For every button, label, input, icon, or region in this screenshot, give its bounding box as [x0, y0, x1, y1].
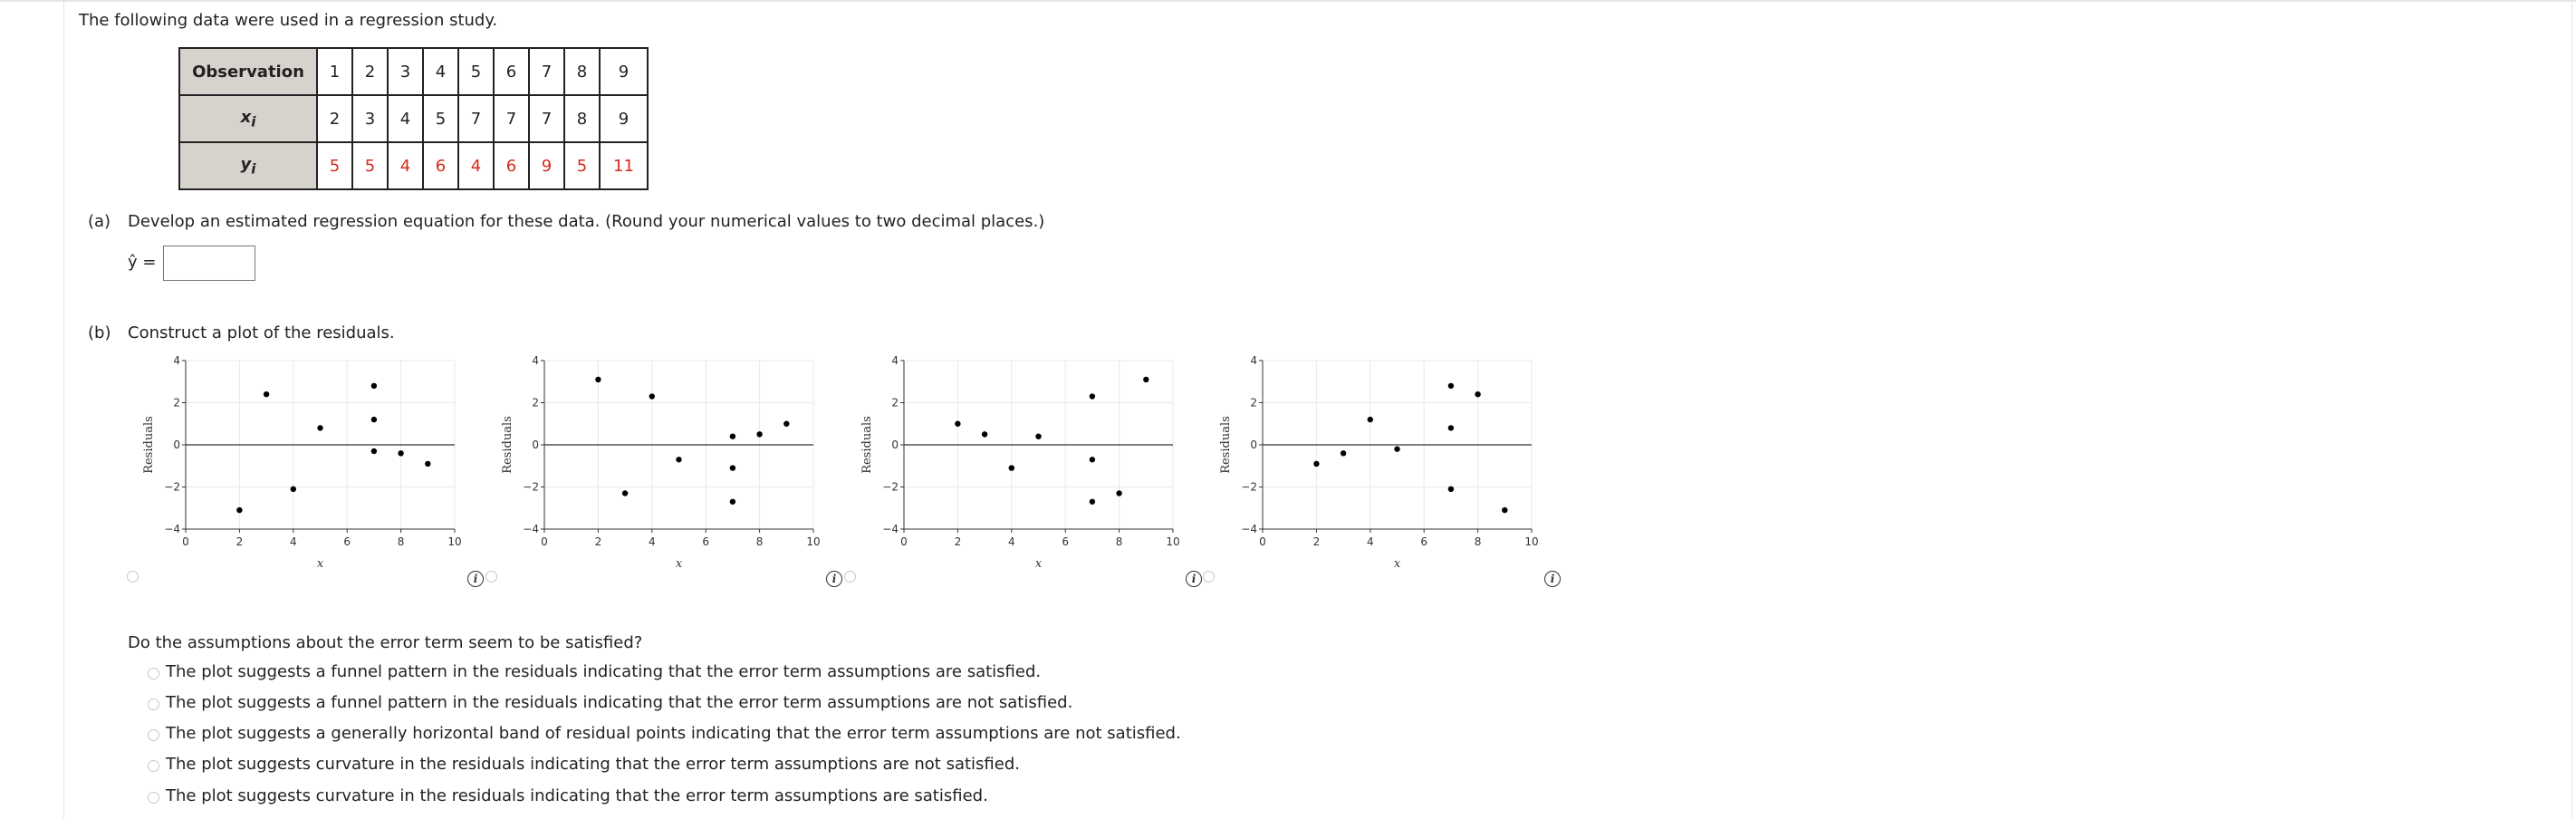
y-tick-label: 2 [891, 396, 899, 410]
residual-point [982, 431, 987, 437]
y-tick-label: −2 [164, 480, 180, 494]
x-axis-label: x [1034, 557, 1043, 571]
x-tick-label: 2 [594, 535, 602, 548]
intro-text: The following data were used in a regression study. [79, 11, 498, 30]
option-2-radio[interactable] [148, 699, 159, 710]
x-tick-label: 8 [397, 535, 405, 548]
assumption-question: Do the assumptions about the error term seem to be satisfied? [128, 633, 643, 652]
option-1-radio[interactable] [148, 668, 159, 679]
observation-cell: 8 [564, 48, 600, 95]
y-axis-label: Residuals [1219, 416, 1233, 474]
x-cell: 7 [458, 95, 494, 142]
plot-1-info-icon[interactable]: i [467, 571, 484, 587]
x-cell: 7 [494, 95, 529, 142]
y-cell: 5 [317, 142, 352, 189]
residual-point [1143, 377, 1149, 382]
observation-cell: 5 [458, 48, 494, 95]
residual-point [425, 461, 430, 467]
y-tick-label: −4 [164, 523, 180, 535]
x-tick-label: 8 [1115, 535, 1123, 548]
residual-point [1090, 499, 1095, 505]
option-5-radio[interactable] [148, 792, 159, 804]
x-tick-label: 0 [182, 535, 189, 548]
x-tick-label: 4 [1007, 535, 1015, 548]
observation-header: Observation [179, 48, 317, 95]
y-axis-label: Residuals [860, 416, 874, 474]
x-cell: 4 [388, 95, 423, 142]
y-cell: 4 [458, 142, 494, 189]
y-axis-label: Residuals [501, 416, 514, 474]
residual-point [595, 377, 601, 382]
x-tick-label: 4 [648, 535, 656, 548]
y-tick-label: −4 [523, 523, 539, 535]
y-tick-label: 2 [173, 396, 180, 410]
option-4-radio[interactable] [148, 760, 159, 772]
x-subscript: i [251, 113, 256, 130]
x-cell: 5 [423, 95, 458, 142]
y-tick-label: 4 [532, 354, 539, 367]
yhat-label: ŷ = [128, 253, 157, 272]
y-cell: 5 [564, 142, 600, 189]
data-table [178, 47, 649, 190]
y-cell: 5 [352, 142, 388, 189]
x-axis-label: x [1393, 557, 1401, 571]
residual-point [1090, 457, 1095, 462]
x-tick-label: 6 [1420, 535, 1428, 548]
residual-point [676, 457, 681, 462]
residual-plot-2-svg [495, 352, 875, 578]
x-tick-label: 10 [806, 535, 821, 548]
plot-3-info-icon[interactable]: i [1186, 571, 1202, 587]
residual-point [291, 487, 296, 492]
x-header [179, 95, 317, 142]
residual-point [371, 417, 377, 422]
residual-point [1090, 393, 1095, 399]
y-tick-label: 2 [532, 396, 539, 410]
y-axis-label: Residuals [142, 416, 156, 474]
part-a-prompt: Develop an estimated regression equation for these data. (Round your numerical values to two decimal places.) [128, 212, 1045, 231]
observation-cell: 3 [388, 48, 423, 95]
x-cell: 9 [600, 95, 648, 142]
x-tick-label: 0 [1259, 535, 1266, 548]
residual-point [649, 393, 655, 399]
x-tick-label: 0 [541, 535, 548, 548]
residual-point [317, 425, 322, 430]
x-tick-label: 4 [1366, 535, 1374, 548]
x-cell: 7 [529, 95, 564, 142]
residual-point [730, 499, 735, 505]
residual-point [756, 431, 762, 437]
x-tick-label: 0 [900, 535, 908, 548]
residual-point [264, 391, 269, 397]
residual-point [1394, 446, 1399, 451]
regression-equation-input[interactable] [163, 246, 255, 281]
option-4-label[interactable]: The plot suggests curvature in the residuals indicating that the error term assumptions are not satisfied. [166, 755, 1020, 774]
y-cell: 9 [529, 142, 564, 189]
x-tick-label: 2 [235, 535, 244, 548]
residual-point [1448, 487, 1454, 492]
x-axis-label: x [675, 557, 683, 571]
observation-cell: 7 [529, 48, 564, 95]
residual-point [236, 507, 242, 513]
x-cell: 3 [352, 95, 388, 142]
residual-plot-1-svg [136, 352, 516, 578]
observation-cell: 1 [317, 48, 352, 95]
residual-plot-3-svg [854, 352, 1235, 578]
x-row [179, 95, 648, 142]
plot-3-radio[interactable] [844, 571, 856, 583]
y-tick-label: 0 [173, 438, 180, 451]
residual-point [1502, 507, 1507, 513]
residual-point [1009, 465, 1014, 470]
plot-4-info-icon[interactable]: i [1544, 571, 1561, 587]
residual-point [1368, 417, 1373, 422]
y-tick-label: −4 [882, 523, 899, 535]
y-cell: 11 [600, 142, 648, 189]
y-tick-label: −2 [523, 480, 539, 494]
x-tick-label: 8 [755, 535, 764, 548]
option-2-label[interactable]: The plot suggests a funnel pattern in the residuals indicating that the error term assumptions are not satisfied. [166, 693, 1073, 712]
residual-plot-4-svg [1213, 352, 1593, 578]
y-tick-label: 0 [891, 438, 899, 451]
x-tick-label: 10 [1166, 535, 1180, 548]
top-border [0, 0, 2576, 2]
y-header [179, 142, 317, 189]
y-subscript: i [251, 160, 256, 178]
y-row [179, 142, 648, 189]
left-border [63, 0, 64, 819]
x-symbol: x [240, 107, 252, 127]
observation-row [179, 48, 648, 95]
y-tick-label: 4 [1250, 354, 1257, 367]
y-tick-label: 4 [173, 354, 180, 367]
plot-2-radio[interactable] [485, 571, 497, 583]
x-tick-label: 10 [447, 535, 462, 548]
residual-point [398, 450, 403, 456]
x-tick-label: 4 [289, 535, 297, 548]
residual-point [955, 421, 960, 427]
right-border [2571, 0, 2572, 819]
residual-plot-4 [1213, 352, 1593, 578]
y-cell: 6 [494, 142, 529, 189]
residual-point [1475, 391, 1480, 397]
option-3-radio[interactable] [148, 729, 159, 741]
residual-point [1448, 425, 1454, 430]
y-cell: 6 [423, 142, 458, 189]
residual-point [1116, 490, 1121, 496]
observation-cell: 2 [352, 48, 388, 95]
y-tick-label: −4 [1241, 523, 1257, 535]
residual-plot-3 [854, 352, 1235, 578]
y-tick-label: 0 [1250, 438, 1257, 451]
residual-plot-2 [495, 352, 875, 578]
y-tick-label: −2 [1241, 480, 1257, 494]
plot-2-info-icon[interactable]: i [826, 571, 842, 587]
x-tick-label: 2 [1312, 535, 1321, 548]
x-tick-label: 2 [954, 535, 962, 548]
y-cell: 4 [388, 142, 423, 189]
residual-point [730, 434, 735, 439]
observation-cell: 4 [423, 48, 458, 95]
residual-point [622, 490, 628, 496]
y-tick-label: 2 [1250, 396, 1257, 410]
part-b-label: (b) [88, 323, 111, 342]
x-axis-label: x [316, 557, 324, 571]
observation-cell: 9 [600, 48, 648, 95]
residual-point [783, 421, 789, 427]
x-tick-label: 8 [1474, 535, 1482, 548]
residual-point [371, 448, 377, 454]
y-symbol: y [240, 154, 252, 174]
observation-cell: 6 [494, 48, 529, 95]
x-tick-label: 10 [1524, 535, 1539, 548]
x-cell: 8 [564, 95, 600, 142]
residual-point [1035, 434, 1041, 439]
part-b-prompt: Construct a plot of the residuals. [128, 323, 395, 342]
x-cell: 2 [317, 95, 352, 142]
residual-plot-1 [136, 352, 516, 578]
part-a-label: (a) [88, 212, 111, 231]
option-3-label[interactable]: The plot suggests a generally horizontal band of residual points indicating that the error term assumptions are not satisfied. [166, 724, 1181, 743]
plot-1-radio[interactable] [127, 571, 139, 583]
residual-point [1448, 383, 1454, 389]
residual-point [371, 383, 377, 389]
option-1-label[interactable]: The plot suggests a funnel pattern in the residuals indicating that the error term assumptions are satisfied. [166, 662, 1042, 681]
residual-point [1341, 450, 1346, 456]
x-tick-label: 6 [343, 535, 351, 548]
x-tick-label: 6 [1062, 535, 1070, 548]
residual-point [730, 465, 735, 470]
option-5-label[interactable]: The plot suggests curvature in the residuals indicating that the error term assumptions are satisfied. [166, 786, 988, 805]
y-tick-label: 4 [891, 354, 899, 367]
y-tick-label: 0 [532, 438, 539, 451]
y-tick-label: −2 [882, 480, 899, 494]
residual-point [1313, 461, 1319, 467]
x-tick-label: 6 [702, 535, 710, 548]
plot-4-radio[interactable] [1203, 571, 1215, 583]
